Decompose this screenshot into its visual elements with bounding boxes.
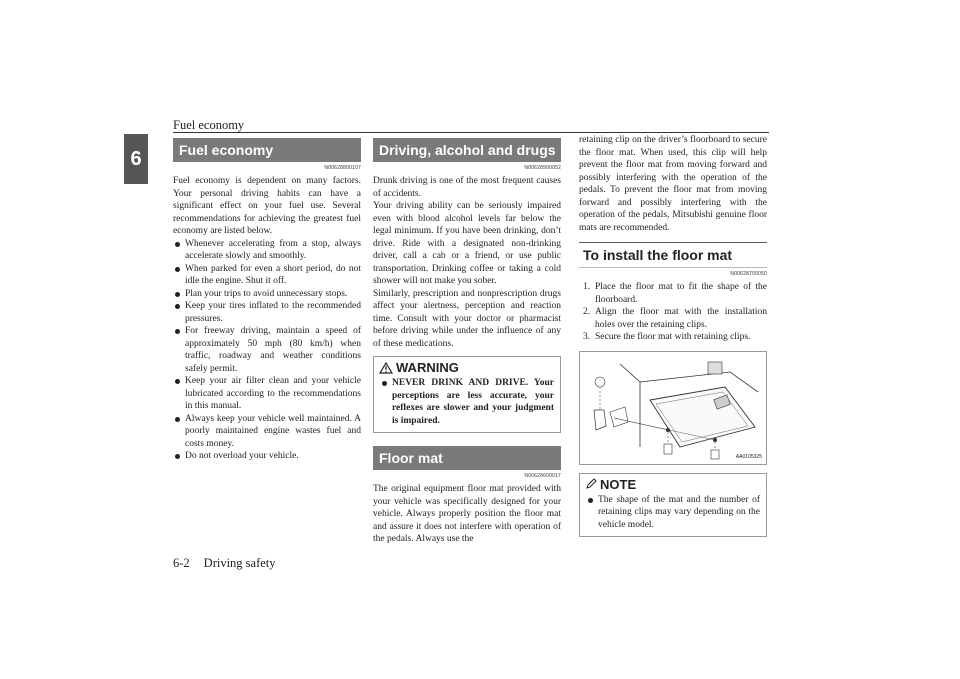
list-item: 3. Secure the floor mat with retaining clips. — [583, 332, 751, 342]
warning-title: WARNING — [396, 360, 459, 375]
bullet-icon — [175, 379, 180, 384]
paragraph: Your driving ability can be seriously impaired even with blood alcohol levels far below the legal minimum. If you have been drinking, don’t drive. Ride with a designated non-drinking driver, call a cab or a friend, or use public transportation. Drinking coffee or taking a cold shower will not make you sober. — [373, 201, 561, 286]
bullet-icon — [175, 292, 180, 297]
note-box — [579, 473, 767, 538]
bullet-icon — [175, 417, 180, 422]
paragraph: The original equipment floor mat provided with your vehicle was specifically designed for your vehicle. Always properly position the floor mat and assure it does not interfere with operation of the pedals. Always use the — [373, 484, 561, 544]
list-item: 1. Place the floor mat to fit the shape of the floorboard. — [583, 282, 767, 305]
list-item: Keep your tires inflated to the recommended pressures. — [173, 300, 361, 325]
warning-header — [374, 357, 560, 377]
bullet-icon — [382, 381, 387, 386]
column-alcohol-drugs — [373, 138, 561, 546]
bullet-icon — [175, 329, 180, 334]
paragraph: retaining clip on the driver’s floorboard to secure the floor mat. When used, this clip will help prevent the floor mat from moving forward and possibly interfering with the operation of the pedals. To prevent the floor mat from moving forward and possibly interfering with the operation of the pedals, Mitsubishi genuine floor mats are recommended. — [579, 135, 767, 233]
note-title: NOTE — [600, 476, 637, 492]
header-rule — [173, 132, 769, 133]
bullet-icon — [588, 498, 593, 503]
bullet-icon — [175, 242, 180, 247]
list-item: 2. Align the floor mat with the installation holes over the retaining clips. — [583, 307, 767, 330]
section-heading-floor-mat: Floor mat — [373, 446, 561, 470]
list-item: Always keep your vehicle well maintained. A poorly maintained engine wastes fuel and costs money. — [173, 413, 361, 451]
list-item: Do not overload your vehicle. — [173, 450, 361, 463]
bullet-icon — [175, 454, 180, 459]
page-number: 6-2 — [173, 556, 190, 570]
warning-box — [373, 356, 561, 433]
paragraph: Similarly, prescription and nonprescription drugs affect your alertness, perception and reaction time. Consult with your doctor or pharmacist before driving while under the influence of any of these medications. — [373, 288, 561, 349]
warning-triangle-icon — [379, 362, 393, 374]
page-footer — [173, 556, 276, 571]
paragraph: Drunk driving is one of the most frequent causes of accidents. — [373, 176, 561, 199]
note-item: The shape of the mat and the number of retaining clips may vary depending on the vehicle model. — [586, 494, 760, 532]
section-code: N00628600017 — [524, 473, 561, 479]
section-code: N00628900052 — [524, 165, 561, 171]
section-heading-install: To install the floor mat — [579, 242, 767, 268]
list-item: Whenever accelerating from a stop, always accelerate slowly and smoothly. — [173, 238, 361, 263]
list-item: When parked for even a short period, do not idle the engine. Shut it off. — [173, 263, 361, 288]
list-item: Plan your trips to avoid unnecessary stops. — [173, 288, 361, 301]
figure-code: AA0105325 — [735, 453, 762, 460]
bullet-icon — [175, 267, 180, 272]
section-heading-alcohol-drugs: Driving, alcohol and drugs — [373, 138, 561, 162]
chapter-tab: 6 — [124, 134, 148, 184]
intro-paragraph: Fuel economy is dependent on many factors. Your personal driving habits can have a significant effect on your fuel use. Several recommendations for achieving the greatest fuel economy are listed below. — [173, 176, 361, 236]
warning-item: NEVER DRINK AND DRIVE. Your perceptions are less accurate, your reflexes are slower and your judgment is impaired. — [380, 377, 554, 427]
note-header — [580, 474, 766, 494]
page-header-title: Fuel economy — [173, 118, 245, 132]
footer-section: Driving safety — [203, 556, 276, 570]
section-code: N00628800107 — [324, 165, 361, 171]
section-heading-fuel-economy: Fuel economy — [173, 138, 361, 162]
tips-list — [173, 238, 361, 463]
floor-mat-illustration — [579, 351, 767, 465]
floor-mat-drawing — [580, 352, 766, 462]
column-fuel-economy — [173, 138, 361, 463]
install-steps — [579, 281, 767, 344]
column-floor-mat-install — [579, 134, 767, 537]
list-item: Keep your air filter clean and your vehicle lubricated according to the recommendations in this manual. — [173, 375, 361, 413]
list-item: For freeway driving, maintain a speed of approximately 50 mph (80 km/h) when traffic, roadway and weather conditions safely permit. — [173, 325, 361, 375]
section-code: N00628700050 — [730, 271, 767, 277]
bullet-icon — [175, 304, 180, 309]
note-pencil-icon — [585, 478, 597, 490]
